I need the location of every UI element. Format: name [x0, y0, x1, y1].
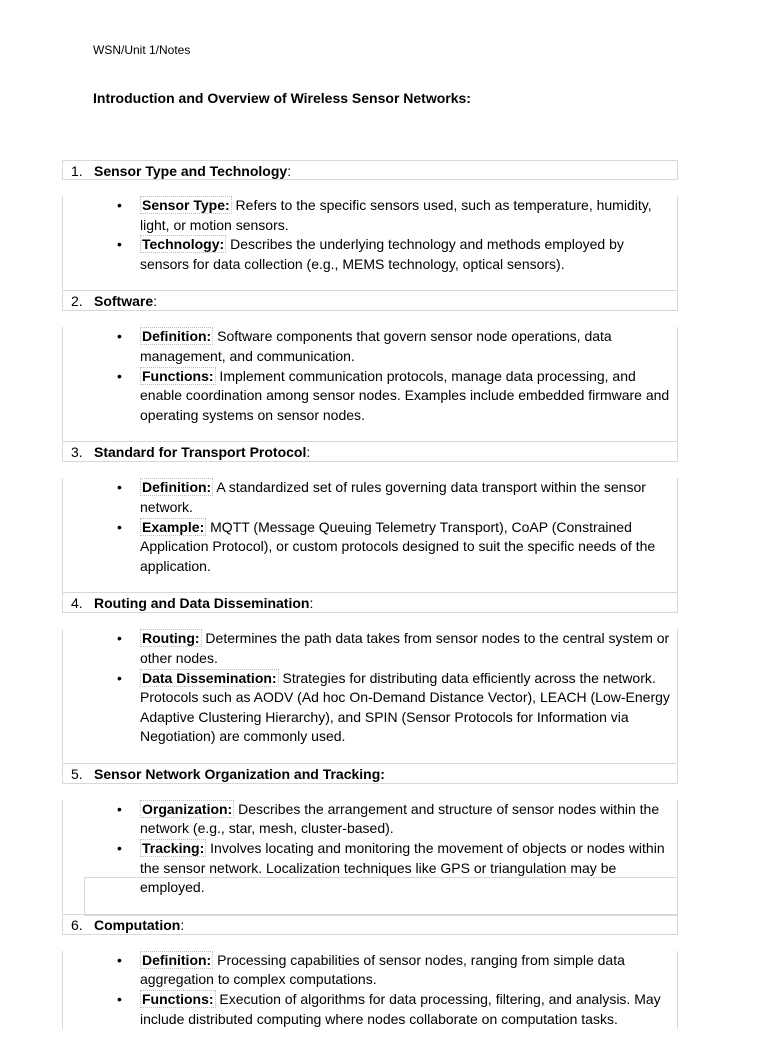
section-heading-colon: :: [153, 293, 158, 310]
section-heading: [94, 444, 310, 461]
section-heading-colon: :: [287, 163, 292, 179]
section-heading-row: [62, 291, 678, 311]
bullet-icon: •: [117, 518, 122, 535]
section-heading-row: [62, 593, 678, 613]
term-description: Describes the underlying technology and methods employed by sensors for data collection (e.g., MEMS technology, optical sensors).: [140, 236, 624, 272]
bullet-list: [109, 196, 677, 274]
section-heading-label: Sensor Type and Technology: [94, 163, 288, 179]
section-heading-label: Sensor Network Organization and Tracking:: [94, 765, 385, 782]
section-body: [62, 327, 678, 442]
section-heading: [94, 293, 157, 310]
term-label: Definition:: [142, 951, 212, 968]
bullet-icon: •: [117, 951, 122, 968]
bullet-icon: •: [117, 479, 122, 496]
document-title: Introduction and Overview of Wireless Sensor Networks:: [93, 90, 471, 106]
section-body: [62, 196, 678, 291]
section-heading: [94, 163, 291, 180]
term-label: Definition:: [142, 479, 212, 496]
list-item: [109, 518, 677, 577]
term-description: Describes the arrangement and structure of sensor nodes within the network (e.g., star, mesh, cluster-based).: [140, 800, 660, 837]
bullet-icon: •: [117, 669, 122, 686]
section-heading-label: Computation: [94, 916, 181, 933]
bullet-icon: •: [117, 197, 122, 213]
term-description: Strategies for distributing data efficiently across the network. Protocols such as AODV (Ad hoc On-Demand Distance Vector), LEACH (Low-Energy Adaptive Clustering Hierarchy), and SPIN (Sensor Protocols for Information via Negotiation) are commonly used.: [140, 669, 670, 745]
term-label: Data Dissemination:: [142, 669, 277, 686]
term-description: Determines the path data takes from sensor nodes to the central system or other nodes.: [140, 630, 670, 666]
list-item: [109, 629, 677, 668]
section-number: 4.: [71, 595, 83, 612]
section-heading: [94, 917, 184, 934]
list-item: [109, 367, 677, 426]
term-label: Definition:: [142, 328, 212, 345]
term-label: Functions:: [142, 367, 214, 384]
section-heading: [94, 595, 313, 612]
bullet-icon: •: [117, 367, 122, 384]
term-label: Functions:: [142, 991, 214, 1008]
bullet-icon: •: [117, 840, 122, 857]
section-heading-row: [62, 915, 678, 935]
section-heading-label: Standard for Transport Protocol: [94, 444, 307, 461]
term-description: MQTT (Message Queuing Telemetry Transport), CoAP (Constrained Application Protocol), or custom protocols designed to suit the specific needs of the application.: [140, 518, 656, 574]
bullet-list: [109, 629, 677, 747]
section-heading-row: [62, 442, 678, 462]
list-item: [109, 990, 677, 1029]
section-heading-row: [62, 160, 678, 180]
section-heading-row: [62, 764, 678, 784]
section-number: 2.: [71, 293, 83, 310]
term-description: Involves locating and monitoring the movement of objects or nodes within the sensor network. Localization techniques like GPS or triangulation may be employed.: [140, 840, 665, 896]
term-label: Example:: [142, 518, 205, 535]
section-heading: [94, 766, 385, 783]
bullet-icon: •: [117, 800, 122, 817]
term-label: Organization:: [142, 800, 233, 817]
list-item: [109, 235, 677, 274]
term-label: Routing:: [142, 630, 200, 647]
section-number: 6.: [71, 916, 83, 933]
list-item: [109, 196, 677, 235]
term-description: A standardized set of rules governing data transport within the sensor network.: [140, 479, 646, 515]
bullet-icon: •: [117, 991, 122, 1008]
section-body: [62, 629, 678, 764]
bullet-list: [109, 327, 677, 425]
list-item: [109, 327, 677, 366]
term-description: Implement communication protocols, manage data processing, and enable coordination among sensor nodes. Examples include embedded firmware and operating systems on sensor nodes.: [140, 367, 670, 423]
list-item: [109, 669, 677, 747]
term-description: Execution of algorithms for data processing, filtering, and analysis. May include distributed computing where nodes collaborate on computation tasks.: [140, 991, 661, 1027]
term-label: Sensor Type:: [142, 197, 230, 213]
bullet-icon: •: [117, 328, 122, 345]
empty-text-box: [84, 877, 678, 916]
list-item: [109, 800, 677, 839]
bullet-icon: •: [117, 236, 122, 253]
section-heading-colon: :: [309, 595, 314, 612]
list-item: [109, 951, 677, 990]
section-heading-label: Software: [94, 293, 154, 310]
section-number: 3.: [71, 444, 83, 461]
section-heading-colon: :: [306, 444, 311, 461]
section-body: [62, 951, 678, 1029]
term-description: Software components that govern sensor node operations, data management, and communication.: [140, 328, 612, 364]
section-number: 5.: [71, 765, 83, 782]
term-label: Technology:: [142, 236, 225, 253]
header-note: WSN/Unit 1/Notes: [93, 43, 191, 57]
section-number: 1.: [71, 163, 83, 179]
term-description: Processing capabilities of sensor nodes, ranging from simple data aggregation to complex computations.: [140, 951, 625, 988]
section-body: [62, 478, 678, 593]
bullet-icon: •: [117, 630, 122, 647]
term-label: Tracking:: [142, 840, 205, 857]
section-heading-colon: :: [180, 916, 185, 933]
term-description: Refers to the specific sensors used, such as temperature, humidity, light, or motion sensors.: [140, 197, 652, 233]
bullet-list: [109, 478, 677, 576]
section-heading-label: Routing and Data Dissemination: [94, 595, 310, 612]
bullet-list: [109, 951, 677, 1029]
list-item: [109, 478, 677, 517]
